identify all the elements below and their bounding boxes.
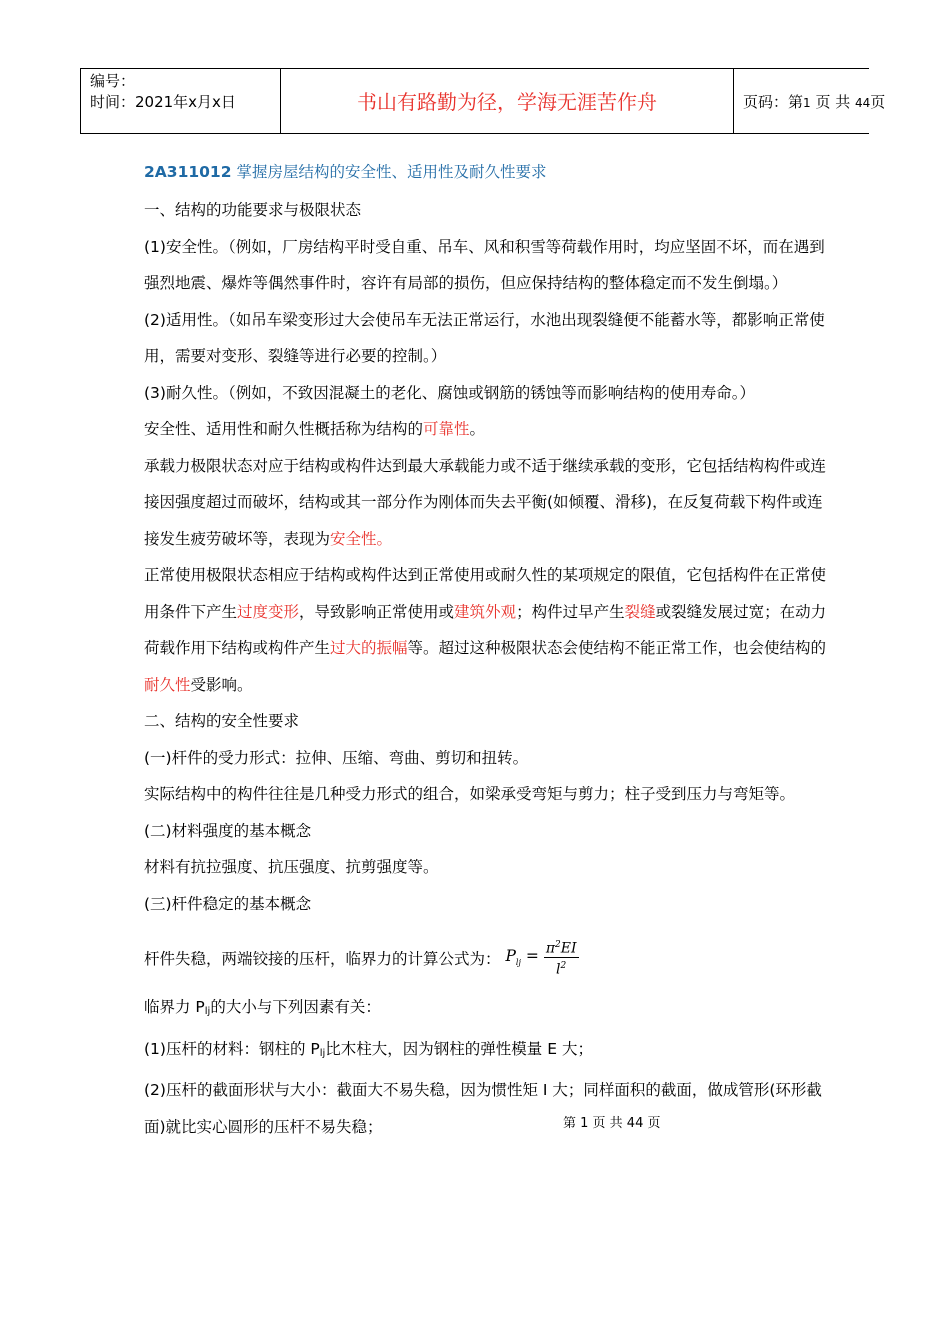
text-span: 受影响。	[190, 675, 253, 694]
document-number-label: 编号：	[90, 72, 136, 90]
page-mid: 页 共	[815, 93, 851, 111]
section-heading	[144, 152, 834, 192]
text-span: 比木柱大，因为钢柱的弹性模量 E 大；	[325, 1039, 593, 1058]
section2-title: 二、结构的安全性要求	[144, 712, 300, 730]
highlight-cracks: 裂缝	[624, 602, 656, 621]
pi-symbol: π	[545, 940, 556, 957]
subsection1-title: (一)杆件的受力形式：拉伸、压缩、弯曲、剪切和扭转。	[144, 748, 529, 767]
factors-intro	[144, 989, 834, 1031]
pi-power: 2	[555, 939, 561, 950]
header-meta-cell	[80, 69, 281, 133]
header-table	[80, 68, 886, 134]
highlight-durability: 耐久性	[144, 675, 191, 694]
formula-lhs-sub: lj	[515, 958, 521, 968]
paragraph-durability: (3)耐久性。（例如，不致因混凝土的老化、腐蚀或钢筋的锈蚀等而影响结构的使用寿命。）	[144, 383, 755, 402]
subsection2-text: 材料有抗拉强度、抗压强度、抗剪强度等。	[144, 858, 439, 876]
heading-code: 2A311012	[144, 163, 232, 181]
subsection1-text: 实际结构中的构件往往是几种受力形式的组合，如梁承受弯矩与剪力；柱子受到压力与弯矩等。	[144, 785, 796, 803]
factor-material	[144, 1031, 834, 1073]
text-span: 正常使用极限状态相应于结构或构件达到正常使用或耐久性的某项规定的限值，它包括构件在正常使用条件下产生	[144, 566, 827, 621]
formula-intro: 杆件失稳，两端铰接的压杆，临界力的计算公式为：	[144, 950, 501, 969]
text-span: 安全性、适用性和耐久性概括称为结构的	[144, 420, 424, 438]
header-motto: 书山有路勤为径，学海无涯苦作舟	[281, 69, 734, 133]
text-span: 或裂缝发展过宽；在动力荷载作用下结构或构件产生	[144, 602, 827, 657]
subsection2-title: (二)材料强度的基本概念	[144, 821, 312, 840]
subsection3-title: (三)杆件稳定的基本概念	[144, 894, 312, 913]
document-body	[144, 152, 834, 1145]
paragraph-safety: (1)安全性。（例如，厂房结构平时受自重、吊车、风和积雪等荷载作用时，均应坚固不坏，而在遇到强烈地震、爆炸等偶然事件时，容许有局部的损伤，但应保持结构的整体稳定而不发生倒塌。）	[144, 237, 825, 292]
text-span: 的大小与下列因素有关：	[210, 998, 381, 1017]
highlight-reliability: 可靠性	[423, 420, 470, 438]
formula-lhs: P	[505, 947, 516, 965]
formula-denominator	[544, 958, 579, 978]
paragraph-applicability: (2)适用性。（如吊车梁变形过大会使吊车无法正常运行，水池出现裂缝便不能蓄水等，都影响正常使用，需要对变形、裂缝等进行必要的控制。）	[144, 310, 825, 365]
text-span: ；构件过早产生	[516, 602, 625, 621]
section1-title: 一、结构的功能要求与极限状态	[144, 201, 362, 219]
paragraph-ultimate-limit-state	[144, 448, 834, 558]
numerator-ei: EI	[560, 940, 577, 957]
critical-force-formula	[505, 930, 578, 989]
page-current: 1	[803, 96, 811, 110]
text-span: (1)压杆的材料：钢柱的 P	[144, 1039, 320, 1058]
formula-eq: =	[525, 947, 539, 965]
factor-cross-section: (2)压杆的截面形状与大小：截面大不易失稳，因为惯性矩 I 大；同样面积的截面，做成管形(环形截面)就比实心圆形的压杆不易失稳；	[144, 1081, 822, 1136]
footer-page-number: 第 1 页 共 44 页	[563, 1116, 661, 1131]
text-span: 临界力 P	[144, 998, 205, 1017]
denominator-l: l	[556, 961, 561, 978]
page-suffix: 页	[870, 93, 886, 111]
page-total: 44	[855, 96, 871, 110]
header-page-indicator	[734, 69, 886, 133]
heading-title: 掌握房屋结构的安全性、适用性及耐久性要求	[236, 163, 547, 181]
highlight-excessive-deformation: 过度变形	[237, 602, 300, 621]
page-prefix: 页码：第	[743, 93, 804, 111]
text-span: 。	[469, 420, 486, 438]
formula-paragraph	[144, 930, 834, 989]
paragraph-serviceability-limit-state	[144, 557, 834, 703]
highlight-excessive-amplitude: 过大的振幅	[330, 639, 408, 657]
paragraph-reliability	[144, 411, 834, 448]
subscript: lj	[319, 1047, 326, 1059]
highlight-safety: 安全性。	[330, 529, 393, 548]
formula-numerator	[544, 937, 579, 958]
subscript: lj	[204, 1006, 211, 1018]
document-date-label: 时间：2021年x月x日	[90, 93, 236, 111]
text-span: 承载力极限状态对应于结构或构件达到最大承载能力或不适于继续承载的变形，它包括结构构件或连接因强度超过而破坏，结构或其一部分作为刚体而失去平衡(如倾覆、滑移)，在反复荷载下构件或连接发生疲劳破坏等，表现为	[144, 456, 827, 548]
text-span: ，导致影响正常使用或	[299, 602, 455, 621]
formula-fraction	[544, 937, 579, 977]
text-span: 等。超过这种极限状态会使结构不能正常工作，也会使结构的	[407, 639, 827, 657]
highlight-building-appearance: 建筑外观	[454, 602, 517, 621]
denominator-power: 2	[560, 960, 567, 971]
